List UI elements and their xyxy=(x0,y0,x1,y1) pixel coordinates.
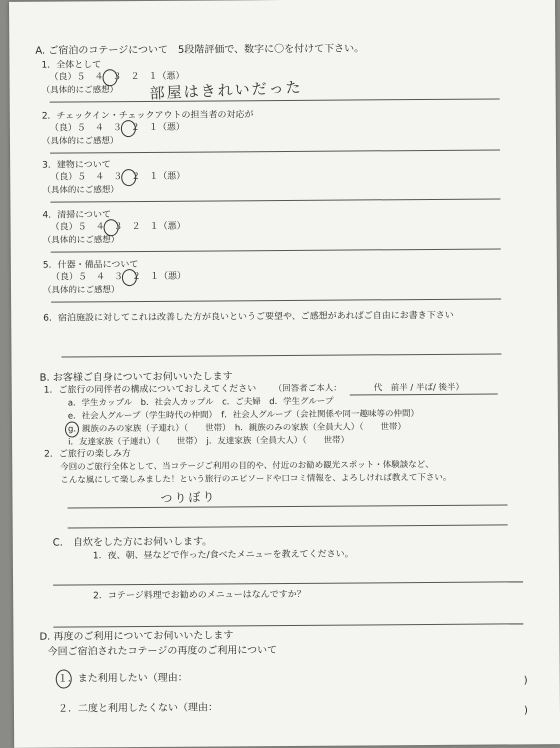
section-d-heading: D. 再度のご利用についてお伺いいたします xyxy=(39,630,234,643)
respondent-label: （回答者ご本人： xyxy=(273,383,342,395)
circled-option-1 xyxy=(56,669,72,688)
item-6-question: 6．宿泊施設に対してこれは改善した方が良いというご要望や、ご感想があればご自由にお書き下さい xyxy=(43,310,454,324)
c-q1-line xyxy=(53,581,523,585)
b-options-row-2: e．社会人グループ（学生時代の仲間） f．社会人グループ（会社関係や同一趣味等の仲間） xyxy=(67,409,420,422)
section-a-heading: A. ご宿泊のコテージについて 5段階評価で、数字に〇を付けて下さい。 xyxy=(35,43,365,57)
item-5-detail-label: （具体的にご感想） xyxy=(42,285,120,296)
b-q2-line-b xyxy=(68,524,508,528)
b-q2-answer: つりぼり xyxy=(160,489,217,506)
item-2-title: 2．チェックイン・チェックアウトの担当者の対応が xyxy=(41,110,254,122)
b-q2-line-2: こんな風にして楽しみました！という旅行のエピソードや口コミ情報を、よろしければ教えて下さい。 xyxy=(60,472,452,486)
c-q1: 1．夜、朝、昼などで作った/食べたメニューを教えてください。 xyxy=(92,549,354,562)
item-2-detail-label: （具体的にご感想） xyxy=(41,136,119,147)
item-4-line xyxy=(51,248,501,252)
circled-rating-4 xyxy=(104,219,119,236)
section-d-subheading: 今回ご宿泊されたコテージの再度のご利用について xyxy=(47,645,278,658)
b-q2: 2．ご旅行の楽しみ方 xyxy=(44,449,131,460)
c-q2: 2．コテージ料理でお勧めのメニューはなんですか？ xyxy=(93,589,306,602)
d-option-1: １．また利用したい（理由： xyxy=(57,672,188,685)
d-option-2-close: ) xyxy=(523,705,528,717)
c-q2-line xyxy=(53,623,523,627)
circled-rating-3 xyxy=(121,169,136,186)
item-2-line xyxy=(50,149,500,153)
circled-rating-5 xyxy=(122,269,137,286)
age-options: 代 前半 / 半ば/ 後半） xyxy=(373,382,465,394)
item-1-scale: （良）５ ４ ３ ２ １（悪） xyxy=(49,71,185,83)
item-5-title: 5．什器・備品について xyxy=(42,260,139,271)
survey-sheet xyxy=(9,0,560,748)
item-4-detail-label: （具体的にご感想） xyxy=(42,235,120,246)
section-c-heading: C. 自炊をした方にお伺いします。 xyxy=(52,536,213,549)
item-3-line xyxy=(50,198,500,202)
d-option-2: ２．二度と利用したくない（理由： xyxy=(57,702,218,715)
item-4-scale: （良）５ ４ ３ ２ １（悪） xyxy=(50,221,186,233)
b-options-row-3: g．親族のみの家族（子連れ）（ 世帯） h．親族のみの家族（全員大人）（ 世帯） xyxy=(67,422,407,435)
item-2-scale: （良）５ ４ ３ ２ １（悪） xyxy=(49,122,185,134)
b-options-row-4: i．友達家族（子連れ）（ 世帯） j．友達家族（全員大人）（ 世帯） xyxy=(68,435,350,448)
item-5-line xyxy=(51,298,501,302)
b-q1: 1．ご旅行の同伴者の構成についておしえてください xyxy=(43,384,257,396)
d-option-1-close: ) xyxy=(523,675,528,687)
item-1-comment: 部屋はきれいだった xyxy=(149,78,303,103)
b-options-row-1: a．学生カップル b．社会人カップル c．ご夫婦 d．学生グループ xyxy=(67,396,334,409)
circled-rating-1 xyxy=(102,69,117,86)
item-3-scale: （良）５ ４ ３ ２ １（悪） xyxy=(50,171,186,183)
item-1-line xyxy=(50,98,500,102)
b-q2-line-a xyxy=(68,504,508,508)
item-1-title: 1．全体として xyxy=(41,60,102,71)
section-b-heading: B. お客様ご自身についてお伺いいたします xyxy=(39,371,233,384)
item-3-detail-label: （具体的にご感想） xyxy=(42,185,119,196)
circled-option-g xyxy=(65,421,79,437)
item-5-scale: （良）５ ４ ３ ２ １（悪） xyxy=(50,271,186,283)
b-q2-line-1: 今回のご旅行全体として、当コテージご利用の目的や、付近のお勧め観光スポット・体験談など、 xyxy=(60,459,434,473)
item-3-title: 3．建物について xyxy=(42,160,111,171)
circled-rating-2 xyxy=(121,120,136,137)
item-1-detail-label: （具体的にご感想） xyxy=(41,85,119,96)
item-6-line xyxy=(61,353,501,357)
item-4-title: 4．清掃について xyxy=(42,210,112,221)
age-underline xyxy=(350,394,498,396)
